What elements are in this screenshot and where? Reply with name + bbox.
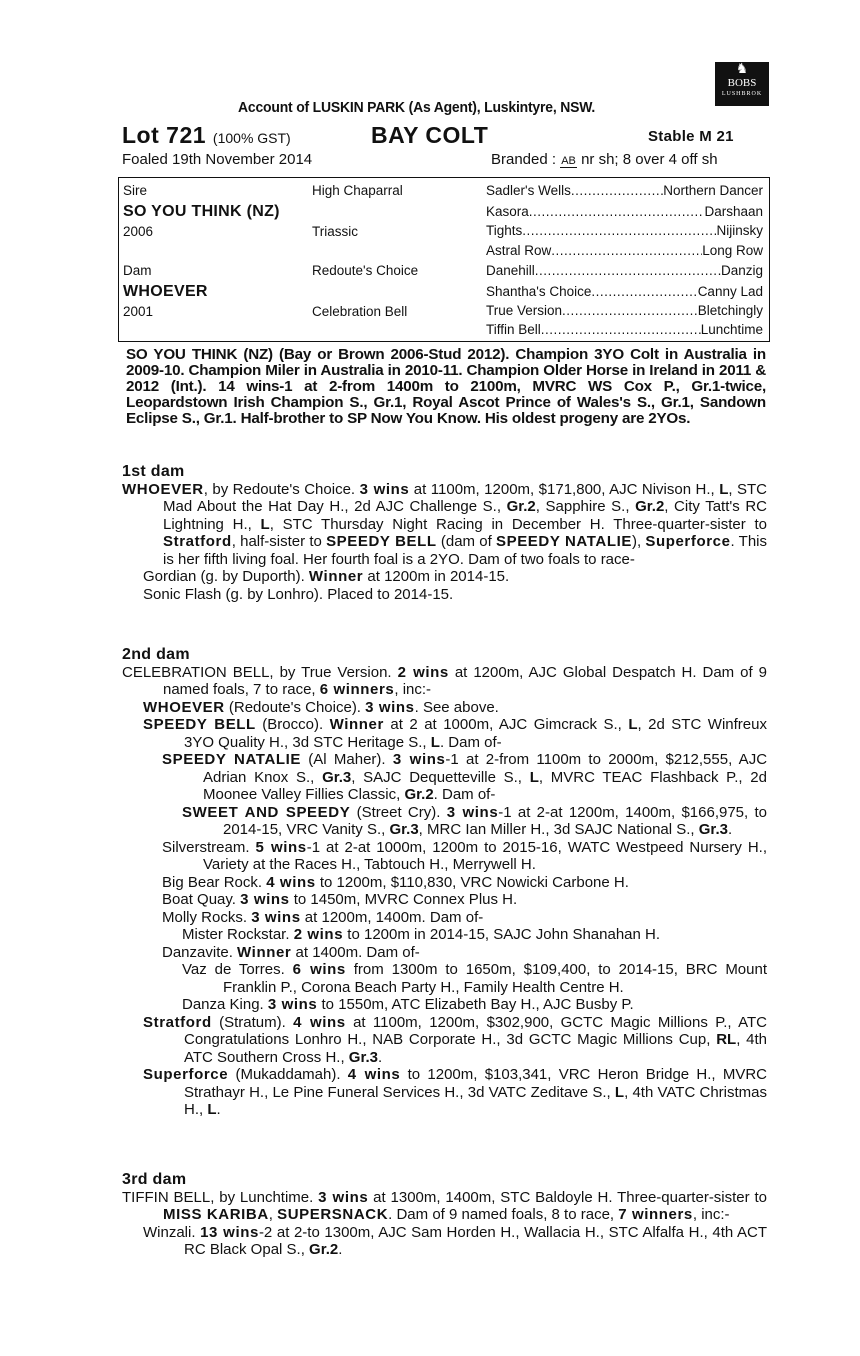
sire-year: 2006 bbox=[123, 224, 154, 239]
pedigree-entry: Mister Rockstar. 2 wins to 1200m in 2014-15, SAJC John Shanahan H. bbox=[182, 926, 661, 943]
pedigree-entry: Winzali. 13 wins-2 at 2-to 1300m, AJC Sam Horden H., Wallacia H., STC Alfalfa H., 4th ACT RC Black Opal S., Gr.2. bbox=[143, 1223, 767, 1258]
sire-dam: Triassic bbox=[312, 224, 358, 239]
account-line: Account of LUSKIN PARK (As Agent), Luskintyre, NSW. bbox=[238, 99, 596, 116]
gg-row: True Version ..... Bletchingly bbox=[486, 303, 763, 318]
lot-number: Lot 721 (100% GST) bbox=[122, 122, 291, 148]
section-heading: 2nd dam bbox=[122, 646, 190, 663]
section-body bbox=[122, 481, 767, 604]
pedigree-entry: Molly Rocks. 3 wins at 1200m, 1400m. Dam of- bbox=[162, 908, 484, 926]
second-dam-section bbox=[122, 646, 767, 1119]
pedigree-entry: Vaz de Torres. 6 wins from 1300m to 1650m, $109,400, to 2014-15, BRC Mount Franklin P., Corona Beach Party H., Family Health Centre H. bbox=[182, 961, 768, 996]
pedigree-entry: SPEEDY BELL (Brocco). Winner at 2 at 1000m, AJC Gimcrack S., L, 2d STC Winfreux 3YO Quality H., 3d STC Heritage S., L. Dam of- bbox=[143, 716, 767, 751]
pedigree-entry: Silverstream. 5 wins-1 at 2-at 1000m, 1200m to 2015-16, WATC Westpeed Nursery H., Variety at the Races H., Tabtouch H., Merrywell H. bbox=[162, 838, 768, 873]
sire-sire: High Chaparral bbox=[312, 183, 403, 198]
pedigree-entry: Stratford (Stratum). 4 wins at 1100m, 1200m, $302,900, GCTC Magic Millions P., ATC Congratulations Lonhro H., NAB Corporate H., 3d GCTC Magic Millions Cup, RL, 4th ATC Southern Cross H., Gr.3. bbox=[143, 1013, 767, 1066]
gst-label: (100% GST) bbox=[212, 130, 291, 146]
third-dam-section bbox=[122, 1171, 767, 1259]
section-body bbox=[122, 664, 767, 1119]
pedigree-entry: Danza King. 3 wins to 1550m, ATC Elizabeth Bay H., AJC Busby P. bbox=[182, 996, 634, 1013]
pedigree-entry: SPEEDY NATALIE (Al Maher). 3 wins-1 at 2-from 1100m to 2000m, $212,555, AJC Adrian Knox S., Gr.3, SAJC Dequetteville S., L, MVRC TEAC Flashback P., 2d Moonee Valley Fillies Classic, Gr.2. Dam of- bbox=[162, 751, 768, 803]
gg-row: Tiffin Bell ..... Lunchtime bbox=[486, 322, 763, 337]
pedigree-entry: Big Bear Rock. 4 wins to 1200m, $110,830, VRC Nowicki Carbone H. bbox=[162, 873, 629, 891]
gg-row: Sadler's Wells ..... Northern Dancer bbox=[486, 183, 763, 198]
logo-text: BOBS bbox=[727, 77, 757, 89]
horse-rider-icon: ♞ bbox=[735, 62, 749, 77]
foaled-date: Foaled 19th November 2014 bbox=[122, 151, 313, 168]
bobs-logo bbox=[715, 62, 769, 106]
pedigree-entry: WHOEVER (Redoute's Choice). 3 wins. See above. bbox=[143, 698, 499, 716]
gg-row: Danehill ..... Danzig bbox=[486, 263, 763, 278]
pedigree-entry: TIFFIN BELL, by Lunchtime. 3 wins at 1300m, 1400m, STC Baldoyle H. Three-quarter-sister to MISS KARIBA, SUPERSNACK. Dam of 9 named foals, 8 to race, 7 winners, inc:- bbox=[122, 1188, 768, 1223]
pedigree-entry: Danzavite. Winner at 1400m. Dam of- bbox=[162, 943, 420, 961]
section-heading: 1st dam bbox=[122, 463, 185, 480]
sire-name: SO YOU THINK (NZ) bbox=[123, 203, 280, 220]
pedigree-entry: Gordian (g. by Duporth). Winner at 1200m in 2014-15. bbox=[143, 568, 510, 585]
dam-dam: Celebration Bell bbox=[312, 304, 408, 319]
pedigree-entry: WHOEVER, by Redoute's Choice. 3 wins at 1100m, 1200m, $171,800, AJC Nivison H., L, STC Mad About the Hat Day H., 2d AJC Challenge S., Gr.2, Sapphire S., Gr.2, City Tatt's RC Lightning H., L, STC Thursday Night Racing in December H. Three-quarter-sister to Stratford, half-sister to SPEEDY BELL (dam of SPEEDY NATALIE), Superforce. This is her fifth living foal. Her fourth foal is a 2YO. Dam of two foals to race- bbox=[122, 480, 768, 568]
gg-row: Kasora ..... Darshaan bbox=[486, 204, 763, 219]
brand-mark: AB bbox=[561, 155, 576, 167]
gg-row: Tights ..... Nijinsky bbox=[486, 223, 763, 238]
section-body bbox=[122, 1189, 767, 1259]
dam-sire: Redoute's Choice bbox=[312, 263, 419, 278]
dam-name: WHOEVER bbox=[123, 283, 208, 300]
sire-summary: SO YOU THINK (NZ) (Bay or Brown 2006-Stud 2012). Champion 3YO Colt in Australia in 2009-10. Champion Miler in Australia in 2010-11. Champion Older Horse in Ireland in 2011 & 2012 (Int.). 14 wins-1 at 2-from 1400m to 2100m, MVRC WS Cox P., Gr.1-twice, Leopardstown Irish Champion S., Gr.1, Royal Ascot Prince of Wales's S., Gr.1, Sandown Eclipse S., Gr.1. Half-brother to SP Now You Know. His oldest progeny are 2YOs. bbox=[126, 346, 766, 427]
pedigree-entry: CELEBRATION BELL, by True Version. 2 wins at 1200m, AJC Global Despatch H. Dam of 9 named foals, 7 to race, 6 winners, inc:- bbox=[122, 663, 767, 698]
stable-label: Stable M 21 bbox=[648, 128, 734, 145]
section-heading: 3rd dam bbox=[122, 1171, 187, 1188]
first-dam-section bbox=[122, 463, 767, 603]
pedigree-entry: Superforce (Mukaddamah). 4 wins to 1200m, $103,341, VRC Heron Bridge H., MVRC Strathayr H., Le Pine Funeral Services H., 3d VATC Zeditave S., L, 4th VATC Christmas H., L. bbox=[143, 1066, 768, 1118]
pedigree-entry: Boat Quay. 3 wins to 1450m, MVRC Connex Plus H. bbox=[162, 891, 518, 908]
sire-label: Sire bbox=[123, 183, 148, 198]
dam-year: 2001 bbox=[123, 304, 154, 319]
pedigree-entry: Sonic Flash (g. by Lonhro). Placed to 2014-15. bbox=[143, 585, 454, 603]
pedigree-table bbox=[118, 177, 770, 342]
pedigree-entry: SWEET AND SPEEDY (Street Cry). 3 wins-1 at 2-at 1200m, 1400m, $166,975, to 2014-15, VRC Vanity S., Gr.3, MRC Ian Miller H., 3d SAJC National S., Gr.3. bbox=[182, 803, 767, 838]
logo-subtext: LUSHBROK bbox=[721, 91, 763, 97]
gg-row: Shantha's Choice ..... Canny Lad bbox=[486, 284, 763, 299]
gg-row: Astral Row ..... Long Row bbox=[486, 243, 763, 258]
branded-info: Branded : AB nr sh; 8 over 4 off sh bbox=[491, 151, 718, 168]
lot-title: BAY COLT bbox=[371, 122, 489, 148]
dam-label: Dam bbox=[123, 263, 152, 278]
